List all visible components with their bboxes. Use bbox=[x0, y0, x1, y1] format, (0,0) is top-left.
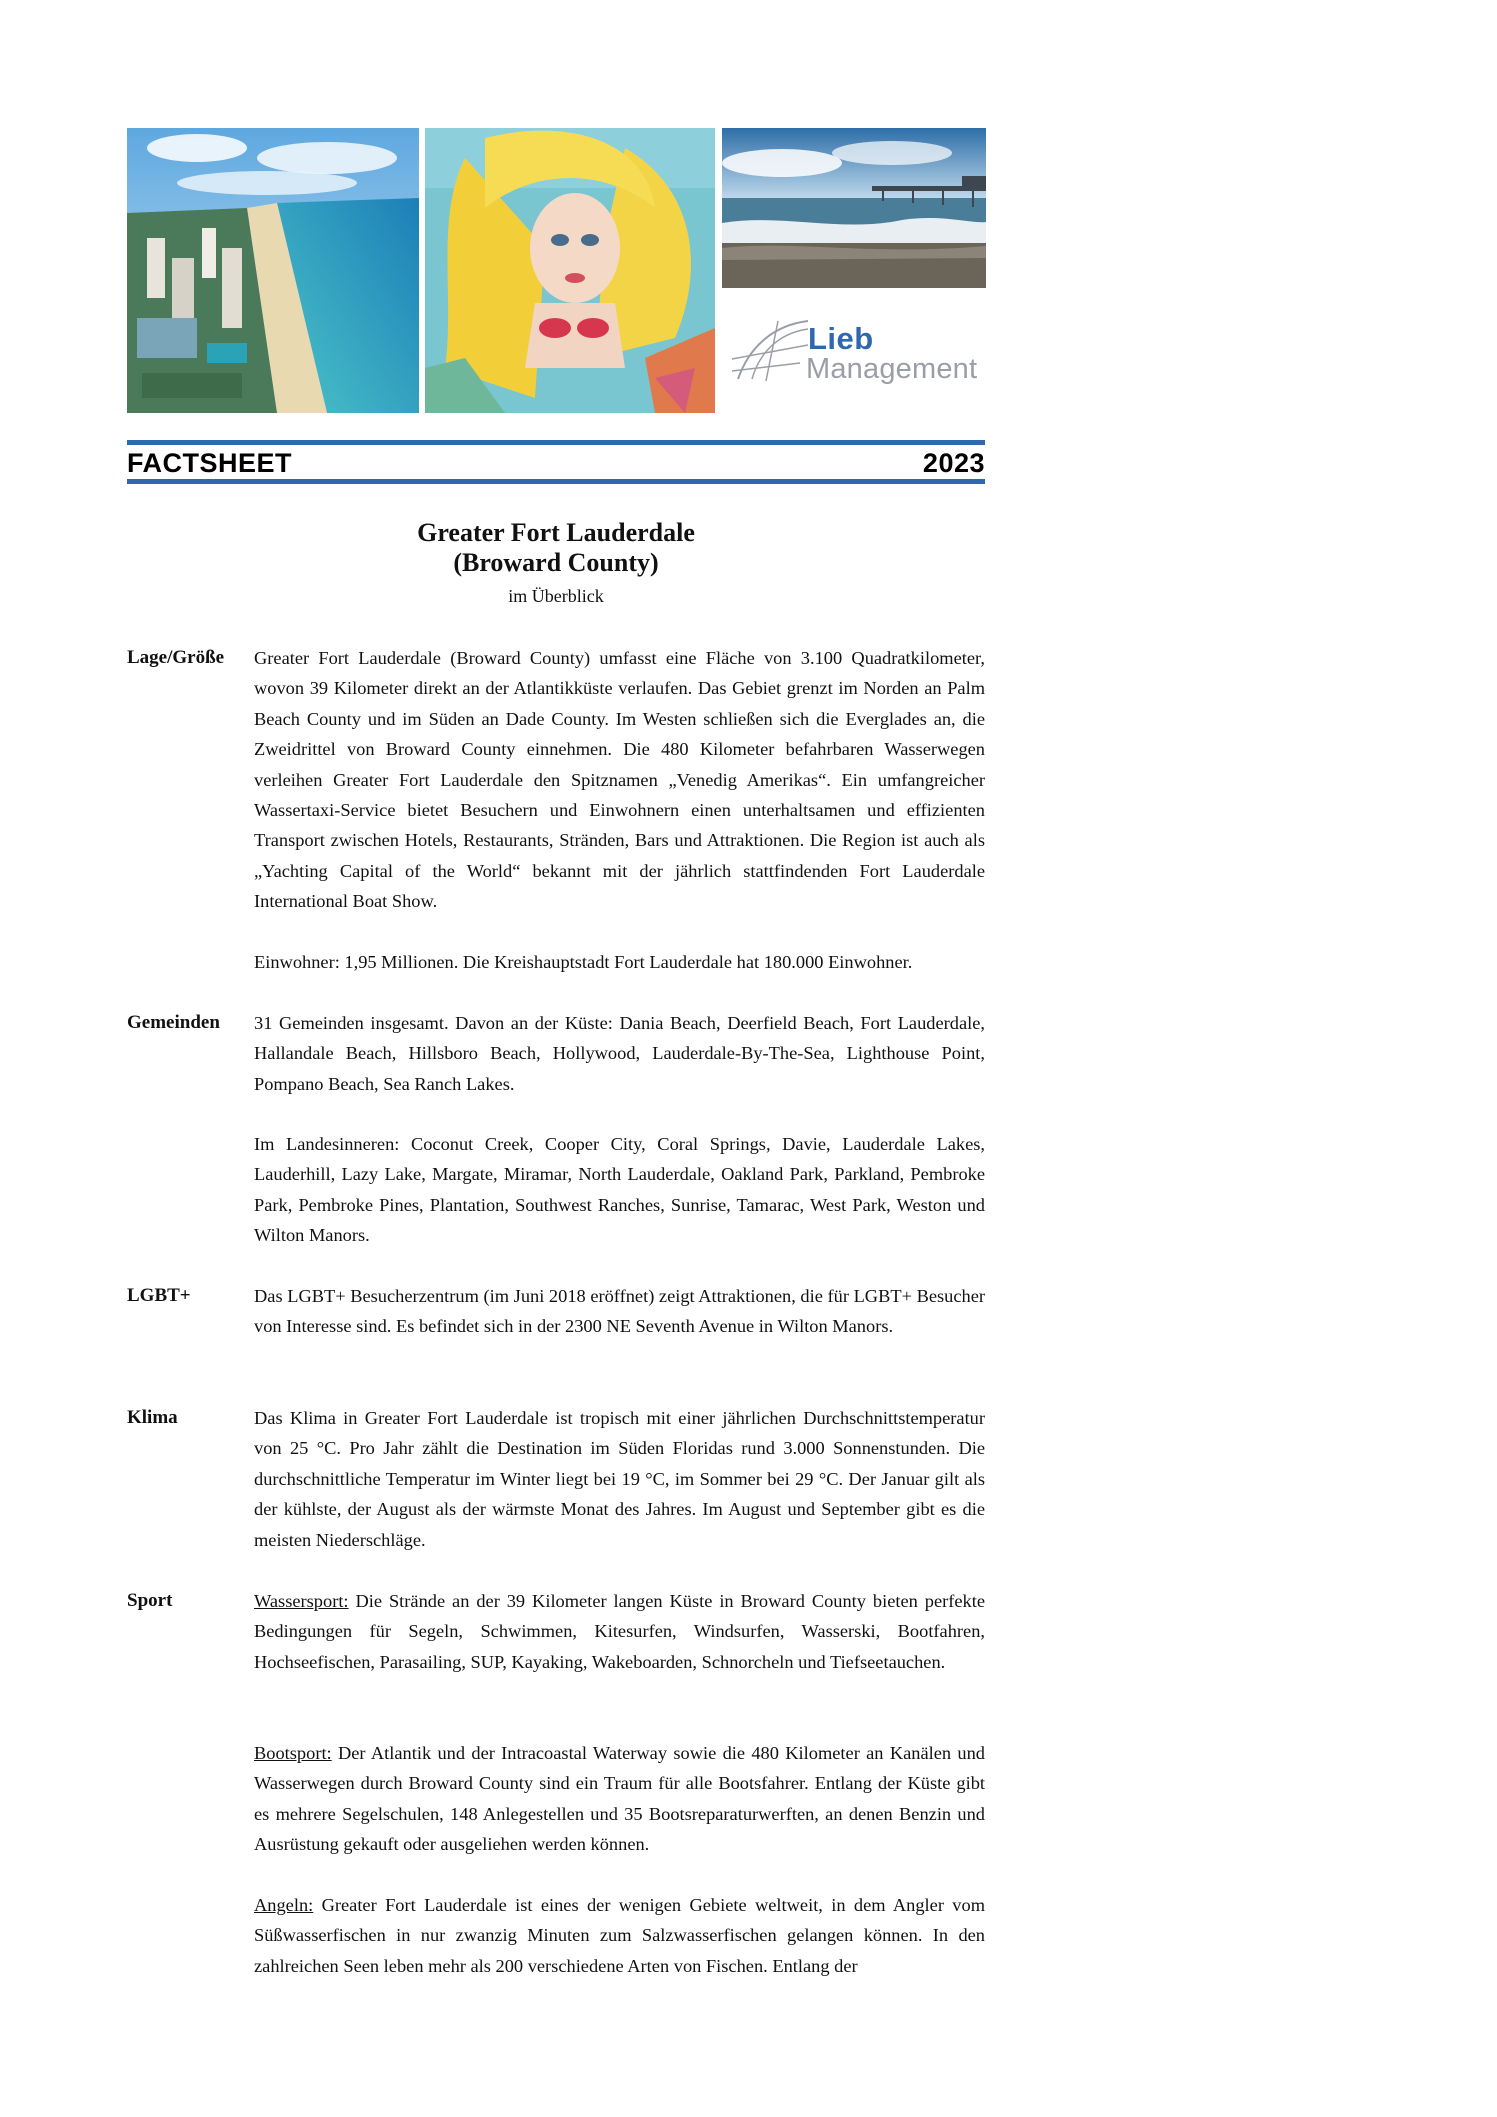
section-label-gemeinden: Gemeinden bbox=[127, 1012, 220, 1033]
bootsport-paragraph bbox=[254, 1738, 985, 1860]
bootsport-text: Der Atlantik und der Intracoastal Waterway sowie die 480 Kilometer an Kanälen und Wasserwegen durch Broward County sind ein Traum für alle Bootsfahrer. Entlang der Küste gibt es mehrere Segelschulen, 148 Anlegestellen und 35 Bootsreparaturwerften, an denen Benzin und Ausrüstung gekauft oder ausgeliehen werden können. bbox=[254, 1743, 985, 1855]
year-label: 2023 bbox=[922, 448, 985, 478]
globe-arc-icon bbox=[730, 315, 810, 385]
band-rule-top bbox=[127, 440, 985, 445]
bootsport-heading: Bootsport: bbox=[254, 1743, 332, 1763]
klima-paragraph: Das Klima in Greater Fort Lauderdale ist tropisch mit einer jährlichen Durchschnittstemperatur von 25 °C. Pro Jahr zählt die Destination im Süden Floridas rund 3.000 Sonnenstunden. Die durchschnittliche Temperatur im Winter liegt bei 19 °C, im Sommer bei 29 °C. Der Januar gilt als der kühlste, der August als der wärmste Monat des Jahres. Im August und September gibt es die meisten Niederschläge. bbox=[254, 1408, 985, 1550]
logo-name-line2: Management bbox=[806, 353, 978, 385]
document-title-line2: (Broward County) bbox=[453, 548, 659, 577]
angeln-heading: Angeln: bbox=[254, 1895, 314, 1915]
gemeinden-inland-paragraph: Im Landesinneren: Coconut Creek, Cooper City, Coral Springs, Davie, Lauderdale Lakes, Lauderhill, Lazy Lake, Margate, Miramar, North Lauderdale, Oakland Park, Parkland, Pembroke Park, Pembroke Pines, Plantation, Southwest Ranches, Sunrise, Tamarac, West Park, Weston und Wilton Manors. bbox=[254, 1134, 985, 1246]
angeln-text: Greater Fort Lauderdale ist eines der wenigen Gebiete weltweit, in dem Angler vom Süßwasserfischen in nur zwanzig Minuten zum Salzwasserfischen gelangen können. In den zahlreichen Seen leben mehr als 200 verschiedene Arten von Fischen. Entlang der bbox=[254, 1895, 985, 1976]
section-label-sport: Sport bbox=[127, 1590, 173, 1611]
lieb-management-logo bbox=[722, 305, 986, 413]
document-subtitle: im Überblick bbox=[508, 586, 604, 606]
section-label-lage: Lage/Größe bbox=[127, 647, 225, 668]
wassersport-heading: Wassersport: bbox=[254, 1591, 349, 1611]
gemeinden-kueste-paragraph: 31 Gemeinden insgesamt. Davon an der Küste: Dania Beach, Deerfield Beach, Fort Lauderdale, Hallandale Beach, Hillsboro Beach, Hollywood, Lauderdale-By-The-Sea, Lighthouse Point, Pompano Beach, Sea Ranch Lakes. bbox=[254, 1013, 985, 1094]
band-rule-bottom bbox=[127, 479, 985, 484]
aerial-beach-photo bbox=[127, 128, 419, 413]
wassersport-text: Die Strände an der 39 Kilometer langen Küste in Broward County bieten perfekte Bedingungen für Segeln, Schwimmen, Kitesurfen, Windsurfen, Wasserski, Bootfahren, Hochseefischen, Parasailing, SUP, Kayaking, Wakeboarden, Schnorcheln und Tiefseetauchen. bbox=[254, 1591, 985, 1672]
wassersport-paragraph bbox=[254, 1586, 985, 1677]
section-label-lgbt: LGBT+ bbox=[127, 1285, 191, 1306]
angeln-paragraph bbox=[254, 1890, 985, 1981]
document-title: Greater Fort Lauderdale bbox=[417, 518, 695, 547]
section-label-klima: Klima bbox=[127, 1407, 178, 1428]
factsheet-label: FACTSHEET bbox=[127, 448, 293, 478]
lage-paragraph: Greater Fort Lauderdale (Broward County) umfasst eine Fläche von 3.100 Quadratkilometer, wovon 39 Kilometer direkt an der Atlantikküste verlaufen. Das Gebiet grenzt im Norden an Palm Beach County und im Süden an Dade County. Im Westen schließen sich die Everglades an, die Zweidrittel von Broward County einnehmen. Die 480 Kilometer befahrbaren Wasserwegen verleihen Greater Fort Lauderdale den Spitznamen „Venedig Amerikas“. Ein umfangreicher Wassertaxi-Service bietet Besuchern und Einwohnern einen unterhaltsamen und effizienten Transport zwischen Hotels, Restaurants, Stränden, Bars und Attraktionen. Die Region ist auch als „Yachting Capital of the World“ bekannt mit der jährlich stattfindenden Fort Lauderdale International Boat Show. bbox=[254, 648, 985, 912]
pier-beach-photo bbox=[722, 128, 986, 288]
logo-name-line1: Lieb bbox=[808, 321, 874, 356]
mermaid-mural-photo bbox=[425, 128, 715, 413]
lgbt-paragraph: Das LGBT+ Besucherzentrum (im Juni 2018 eröffnet) zeigt Attraktionen, die für LGBT+ Besucher von Interesse sind. Es befindet sich in der 2300 NE Seventh Avenue in Wilton Manors. bbox=[254, 1286, 985, 1337]
einwohner-paragraph: Einwohner: 1,95 Millionen. Die Kreishauptstadt Fort Lauderdale hat 180.000 Einwohner. bbox=[254, 952, 913, 972]
